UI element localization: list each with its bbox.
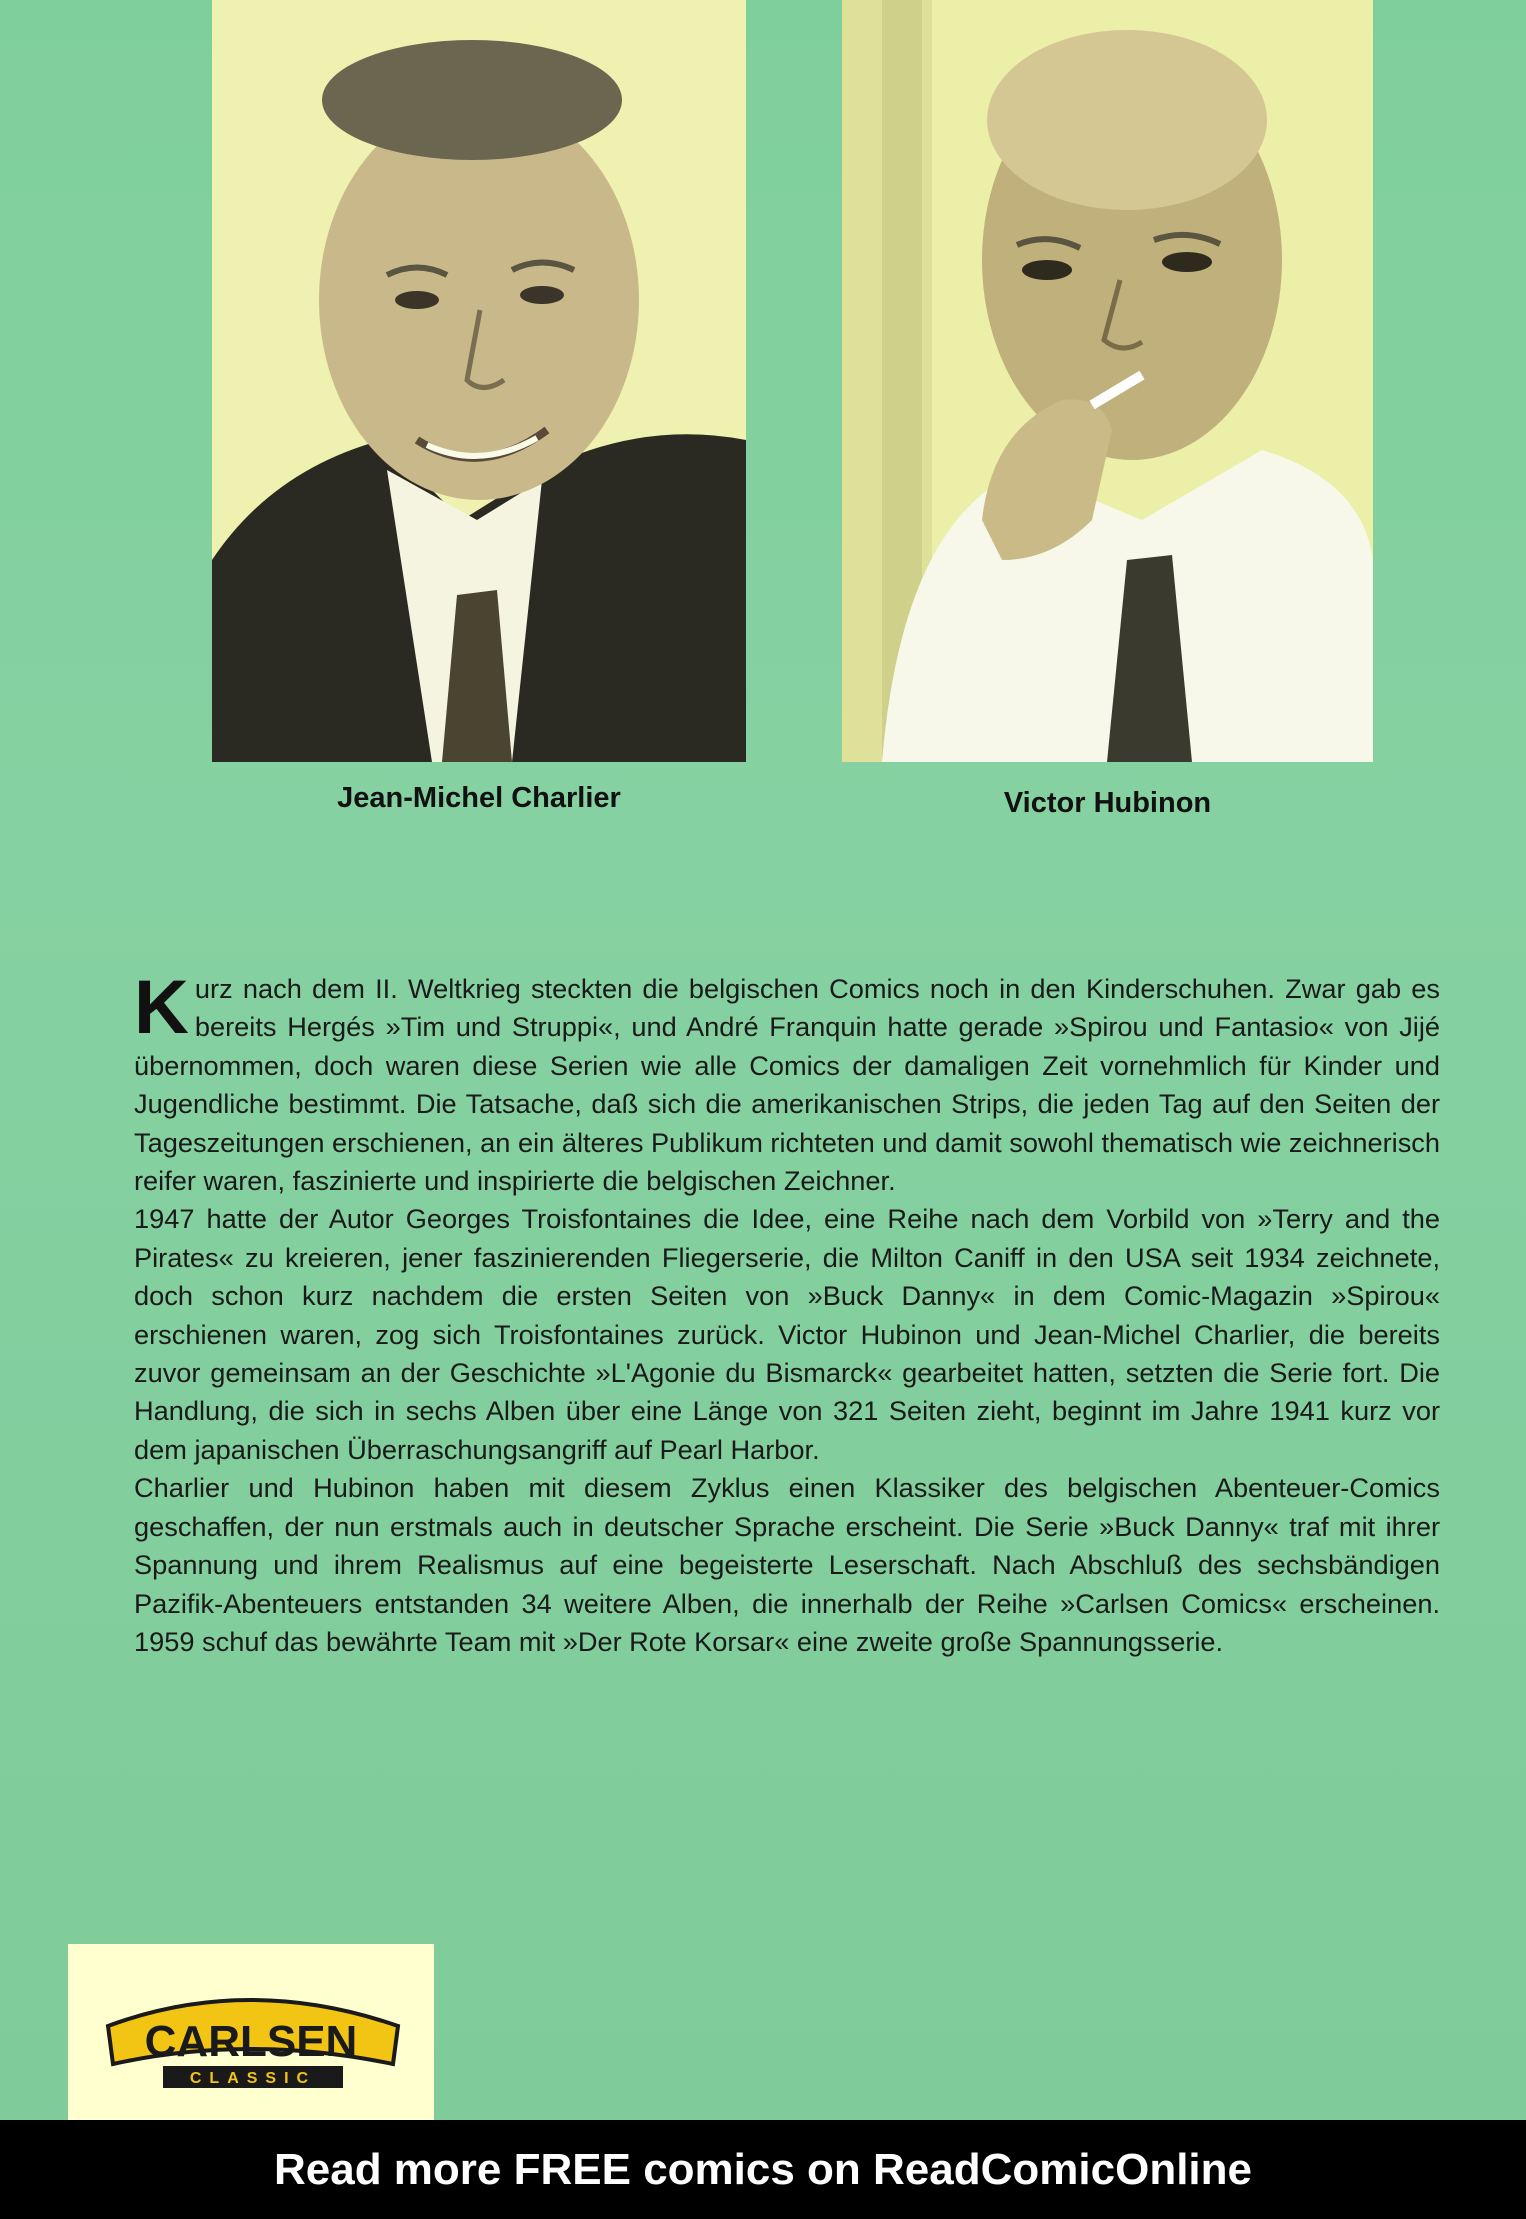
promo-footer-text[interactable]: Read more FREE comics on ReadComicOnline (273, 2145, 1252, 2194)
promo-footer-banner[interactable] (0, 2120, 1526, 2219)
carlsen-logo-graphic (68, 1944, 434, 2120)
portrait-photo-hubinon (842, 0, 1373, 762)
article-paragraph-1-text: urz nach dem II. Weltkrieg steckten die belgischen Comics noch in den Kinderschuhen. Zwar gab es bereits Hergés »Tim und Struppi«, und André Franquin hatte gerade »Spirou und Fantasio« von Jijé übernommen, doch waren diese Serien wie alle Comics der damaligen Zeit vornehmlich für Kinder und Jugendliche bestimmt. Die Tatsache, daß sich die amerikanischen Strips, die jeden Tag auf den Seiten der Tageszeitungen erschienen, an ein älteres Publikum richteten und damit sowohl thematisch wie zeichnerisch reifer waren, faszinierte und inspirierte die belgischen Zeichner. (134, 973, 1440, 1197)
carlsen-classic-logo (68, 1944, 434, 2120)
portrait-charlier-illustration (212, 0, 746, 762)
caption-hubinon: Victor Hubinon (1003, 787, 1212, 819)
article-paragraph-3: Charlier und Hubinon haben mit diesem Zyklus einen Klassiker des belgischen Abenteuer-Comics geschaffen, der nun erstmals auch in deutscher Sprache erscheint. Die Serie »Buck Danny« traf mit ihrer Spannung und ihrem Realismus auf eine begeisterte Leserschaft. Nach Abschluß des sechsbändigen Pazifik-Abenteuers entstanden 34 weitere Alben, die innerhalb der Reihe »Carlsen Comics« erscheinen. 1959 schuf das bewährte Team mit »Der Rote Korsar« eine zweite große Spannungsserie. (134, 1472, 1440, 1657)
article-body (134, 965, 1440, 1661)
portrait-hubinon-illustration (842, 0, 1373, 762)
logo-subline-text: CLASSIC (189, 2070, 317, 2087)
article-paragraph-2: 1947 hatte der Autor Georges Troisfontaines die Idee, eine Reihe nach dem Vorbild von »Terry and the Pirates« zu kreieren, jener faszinierenden Fliegerserie, die Milton Caniff in den USA seit 1934 zeichnete, doch schon kurz nachdem die ersten Seiten von »Buck Danny« in dem Comic-Magazin »Spirou« erschienen waren, zog sich Troisfontaines zurück. Victor Hubinon und Jean-Michel Charlier, die bereits zuvor gemeinsam an der Geschichte »L'Agonie du Bismarck« gearbeitet hatten, setzten die Serie fort. Die Handlung, die sich in sechs Alben über eine Länge von 321 Seiten zieht, beginnt im Jahre 1941 kurz vor dem japanischen Überraschungsangriff auf Pearl Harbor. (134, 1203, 1440, 1465)
dropcap-letter: K (134, 965, 189, 1050)
article-paragraph-1 (134, 965, 1440, 1200)
portrait-photo-charlier (212, 0, 746, 762)
logo-brand-text: CARLSEN (144, 2017, 358, 2066)
caption-charlier: Jean-Michel Charlier (337, 782, 621, 814)
